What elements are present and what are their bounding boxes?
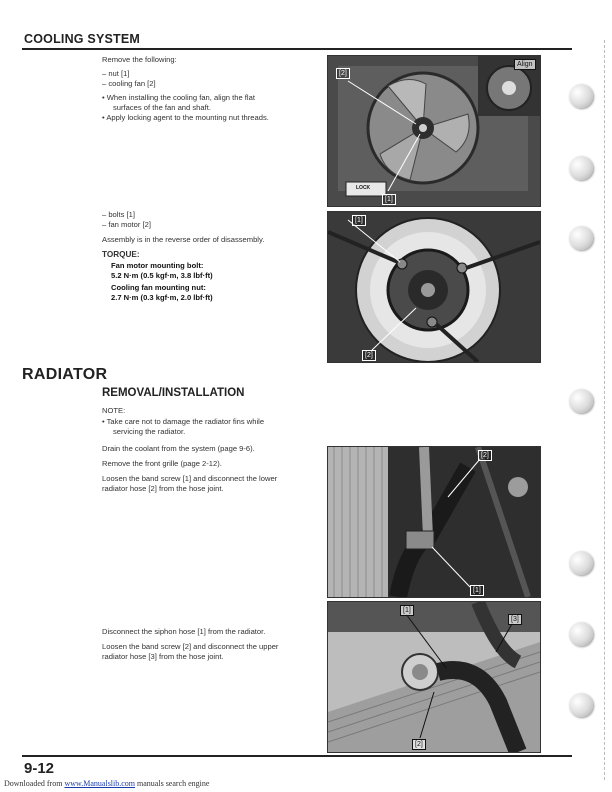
binder-hole-5 bbox=[569, 551, 593, 575]
cooling-fan-photo bbox=[327, 55, 541, 207]
radiator-step-drain: Drain the coolant from the system (page 9-6). bbox=[102, 444, 255, 453]
radiator-step-lower-hose-b: radiator hose [2] from the hose joint. bbox=[102, 484, 224, 493]
fan-inset-align-label: Align bbox=[514, 59, 536, 70]
binder-hole-7 bbox=[569, 693, 593, 717]
torque-1-value: 5.2 N·m (0.5 kgf·m, 3.8 lbf·ft) bbox=[111, 271, 213, 280]
upper-hose-photo bbox=[327, 601, 541, 753]
removal-installation-title: REMOVAL/INSTALLATION bbox=[102, 387, 245, 399]
binder-hole-6 bbox=[569, 622, 593, 646]
fan-motor-illustration bbox=[328, 212, 540, 362]
motor-item-bolts: – bolts [1] bbox=[102, 210, 135, 219]
radiator-title: RADIATOR bbox=[22, 366, 108, 383]
motor-removal-text bbox=[102, 210, 324, 310]
fan-callout-2: [2] bbox=[336, 68, 350, 79]
radiator-step-grille: Remove the front grille (page 2-12). bbox=[102, 459, 222, 468]
fan-note-1b: surfaces of the fan and shaft. bbox=[113, 103, 211, 112]
download-footer bbox=[4, 779, 209, 788]
lower-hose-callout-2: [2] bbox=[478, 450, 492, 461]
header-rule bbox=[22, 48, 572, 50]
fan-motor-photo bbox=[327, 211, 541, 363]
footer-prefix: Downloaded from bbox=[4, 779, 65, 788]
radiator-note-label: NOTE: bbox=[102, 406, 126, 415]
fan-lock-label: LOCK bbox=[356, 185, 371, 191]
upper-hose-callout-2: [2] bbox=[412, 739, 426, 750]
cooling-fan-illustration bbox=[328, 56, 540, 206]
radiator-step-siphon: Disconnect the siphon hose [1] from the radiator. bbox=[102, 627, 266, 636]
page-edge bbox=[604, 40, 606, 780]
radiator-note-1b: servicing the radiator. bbox=[113, 427, 186, 436]
page-number: 9-12 bbox=[24, 760, 55, 777]
motor-callout-1: [1] bbox=[352, 215, 366, 226]
footer-rule bbox=[22, 755, 572, 757]
torque-1-label: Fan motor mounting bolt: bbox=[111, 261, 204, 270]
fan-note-1: • When installing the cooling fan, align the flat bbox=[102, 93, 255, 102]
binder-hole-3 bbox=[569, 226, 593, 250]
torque-label: TORQUE: bbox=[102, 250, 140, 259]
upper-hose-text bbox=[102, 627, 324, 667]
fan-callout-1: [1] bbox=[382, 194, 396, 205]
fan-removal-text bbox=[102, 55, 324, 125]
binder-hole-4 bbox=[569, 389, 593, 413]
fan-note-2: • Apply locking agent to the mounting nut threads. bbox=[102, 113, 269, 122]
radiator-text bbox=[102, 406, 324, 496]
radiator-step-lower-hose: Loosen the band screw [1] and disconnect the lower bbox=[102, 474, 278, 483]
manualslib-link[interactable]: www.Manualslib.com bbox=[64, 779, 136, 788]
binder-hole-1 bbox=[569, 84, 593, 108]
lower-hose-illustration bbox=[328, 447, 540, 597]
binder-hole-2 bbox=[569, 156, 593, 180]
radiator-step-upper-hose: Loosen the band screw [2] and disconnect the upper bbox=[102, 642, 279, 651]
radiator-note-1: • Take care not to damage the radiator fins while bbox=[102, 417, 265, 426]
lower-hose-photo bbox=[327, 446, 541, 598]
fan-item-fan: – cooling fan [2] bbox=[102, 79, 156, 88]
motor-item-motor: – fan motor [2] bbox=[102, 220, 151, 229]
radiator-step-upper-hose-b: radiator hose [3] from the hose joint. bbox=[102, 652, 224, 661]
motor-callout-2: [2] bbox=[362, 350, 376, 361]
assembly-note: Assembly is in the reverse order of disassembly. bbox=[102, 235, 265, 244]
lower-hose-callout-1: [1] bbox=[470, 585, 484, 596]
torque-2-value: 2.7 N·m (0.3 kgf·m, 2.0 lbf·ft) bbox=[111, 293, 213, 302]
fan-item-nut: – nut [1] bbox=[102, 69, 130, 78]
fan-intro: Remove the following: bbox=[102, 55, 177, 64]
section-header: COOLING SYSTEM bbox=[24, 32, 141, 46]
torque-2-label: Cooling fan mounting nut: bbox=[111, 283, 206, 292]
upper-hose-callout-3: [3] bbox=[508, 614, 522, 625]
footer-suffix: manuals search engine bbox=[135, 779, 210, 788]
upper-hose-callout-1: [1] bbox=[400, 605, 414, 616]
